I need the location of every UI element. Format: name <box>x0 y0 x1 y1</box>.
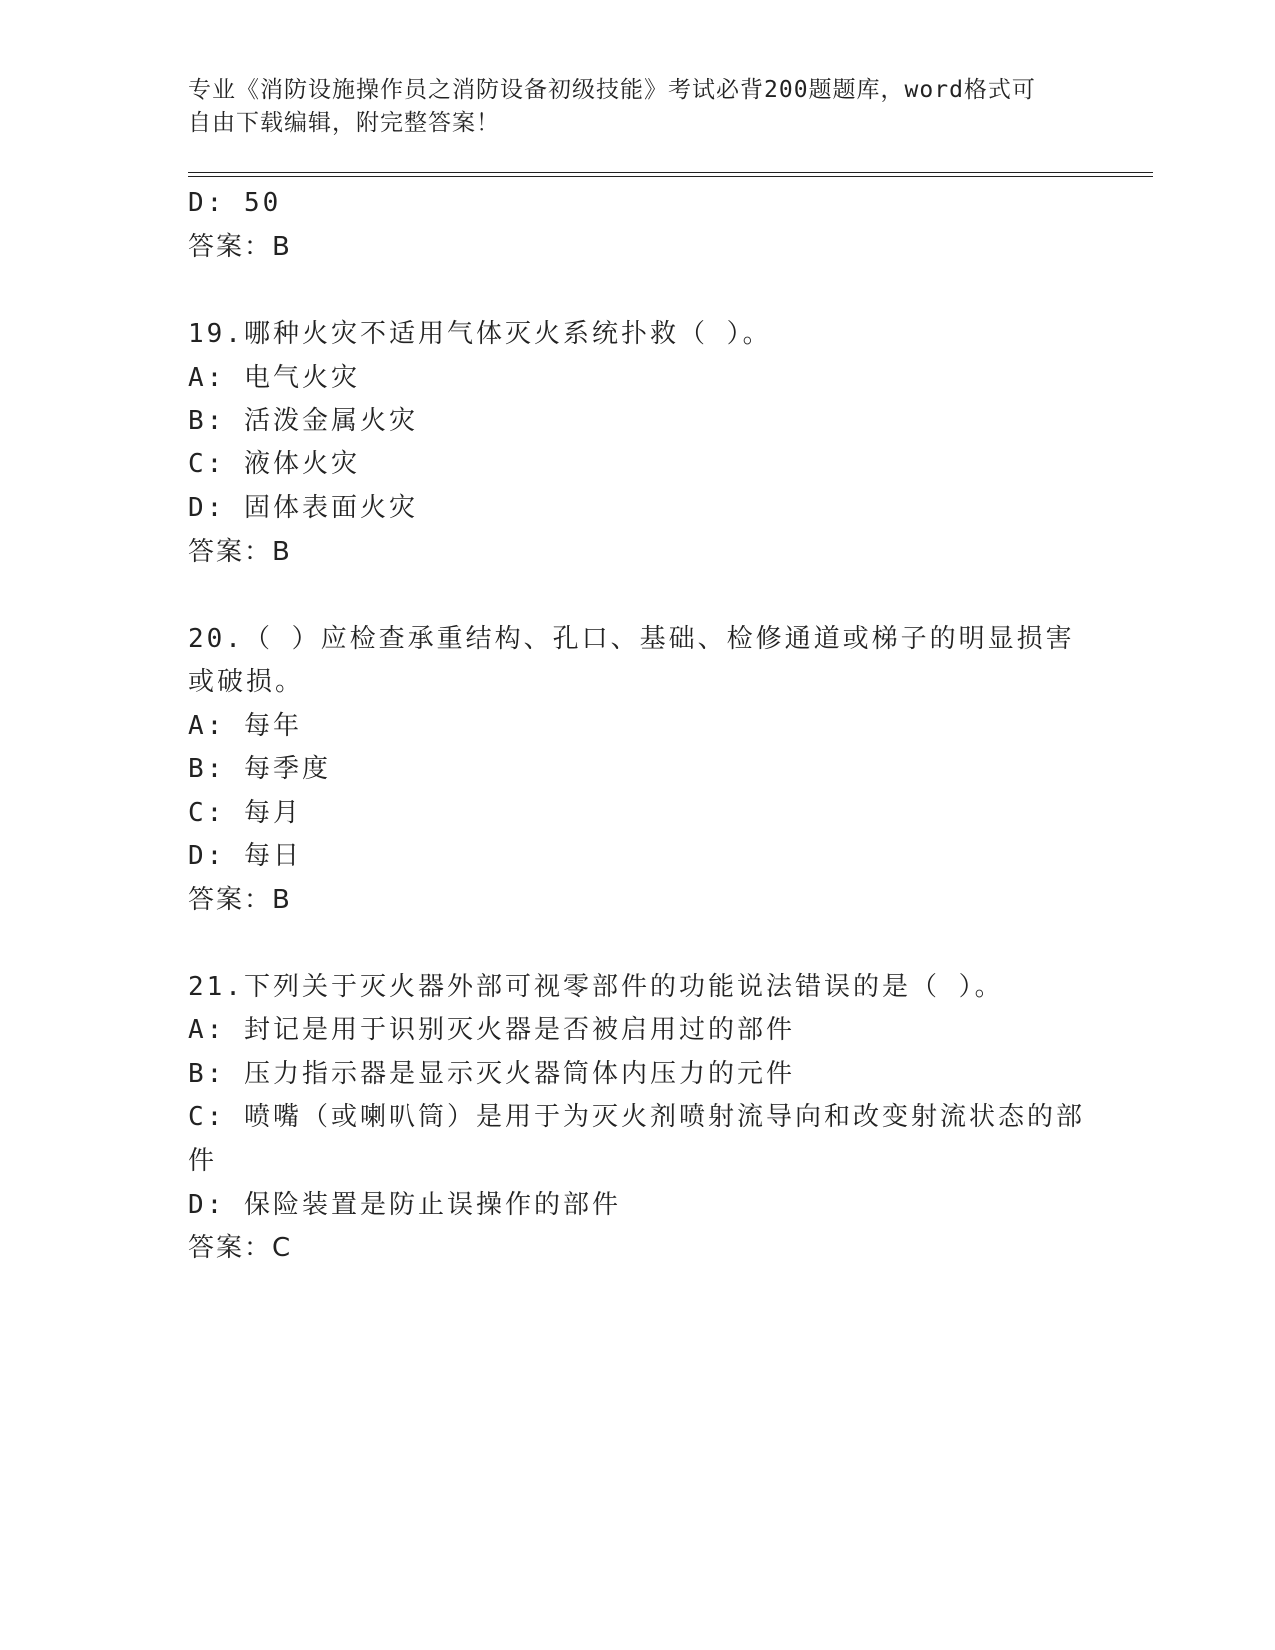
q21-option-a: A: 封记是用于识别灭火器是否被启用过的部件 <box>188 1015 795 1045</box>
q20-option-c: C: 每月 <box>188 798 302 828</box>
q21-option-b: B: 压力指示器是显示灭火器筒体内压力的元件 <box>188 1059 795 1089</box>
q21-stem: 21.下列关于灭火器外部可视零部件的功能说法错误的是（ ）。 <box>188 972 1004 1002</box>
q21-answer: 答案：C <box>188 1233 293 1263</box>
q19-option-c: C: 液体火灾 <box>188 449 360 479</box>
q19-option-b: B: 活泼金属火灾 <box>188 406 418 436</box>
q20-option-a: A: 每年 <box>188 711 302 741</box>
q20-answer: 答案：B <box>188 885 292 915</box>
document-header <box>188 74 1068 140</box>
q21-option-d: D: 保险装置是防止误操作的部件 <box>188 1190 621 1220</box>
q19-stem: 19.哪种火灾不适用气体灭火系统扑救（ ）。 <box>188 319 772 349</box>
q21-option-c-continuation: 件 <box>188 1146 218 1176</box>
q18-option-d: D: 50 <box>188 188 282 218</box>
q19-answer: 答案：B <box>188 537 292 567</box>
q19-option-d: D: 固体表面火灾 <box>188 493 418 523</box>
q20-stem-line-1: 20.（ ）应检查承重结构、孔口、基础、检修通道或梯子的明显损害 <box>188 624 1075 654</box>
q21-option-c: C: 喷嘴（或喇叭筒）是用于为灭火剂喷射流导向和改变射流状态的部 <box>188 1102 1085 1132</box>
header-divider-bottom <box>188 176 1153 177</box>
q20-option-b: B: 每季度 <box>188 754 331 784</box>
q19-option-a: A: 电气火灾 <box>188 363 360 393</box>
header-divider-top <box>188 172 1153 173</box>
header-line-2: 自由下载编辑，附完整答案！ <box>188 110 500 136</box>
header-line-1: 专业《消防设施操作员之消防设备初级技能》考试必背200题题库，word格式可 <box>188 77 1036 103</box>
q20-option-d: D: 每日 <box>188 841 302 871</box>
q18-answer: 答案：B <box>188 232 292 262</box>
q20-stem-line-2: 或破损。 <box>188 667 305 697</box>
